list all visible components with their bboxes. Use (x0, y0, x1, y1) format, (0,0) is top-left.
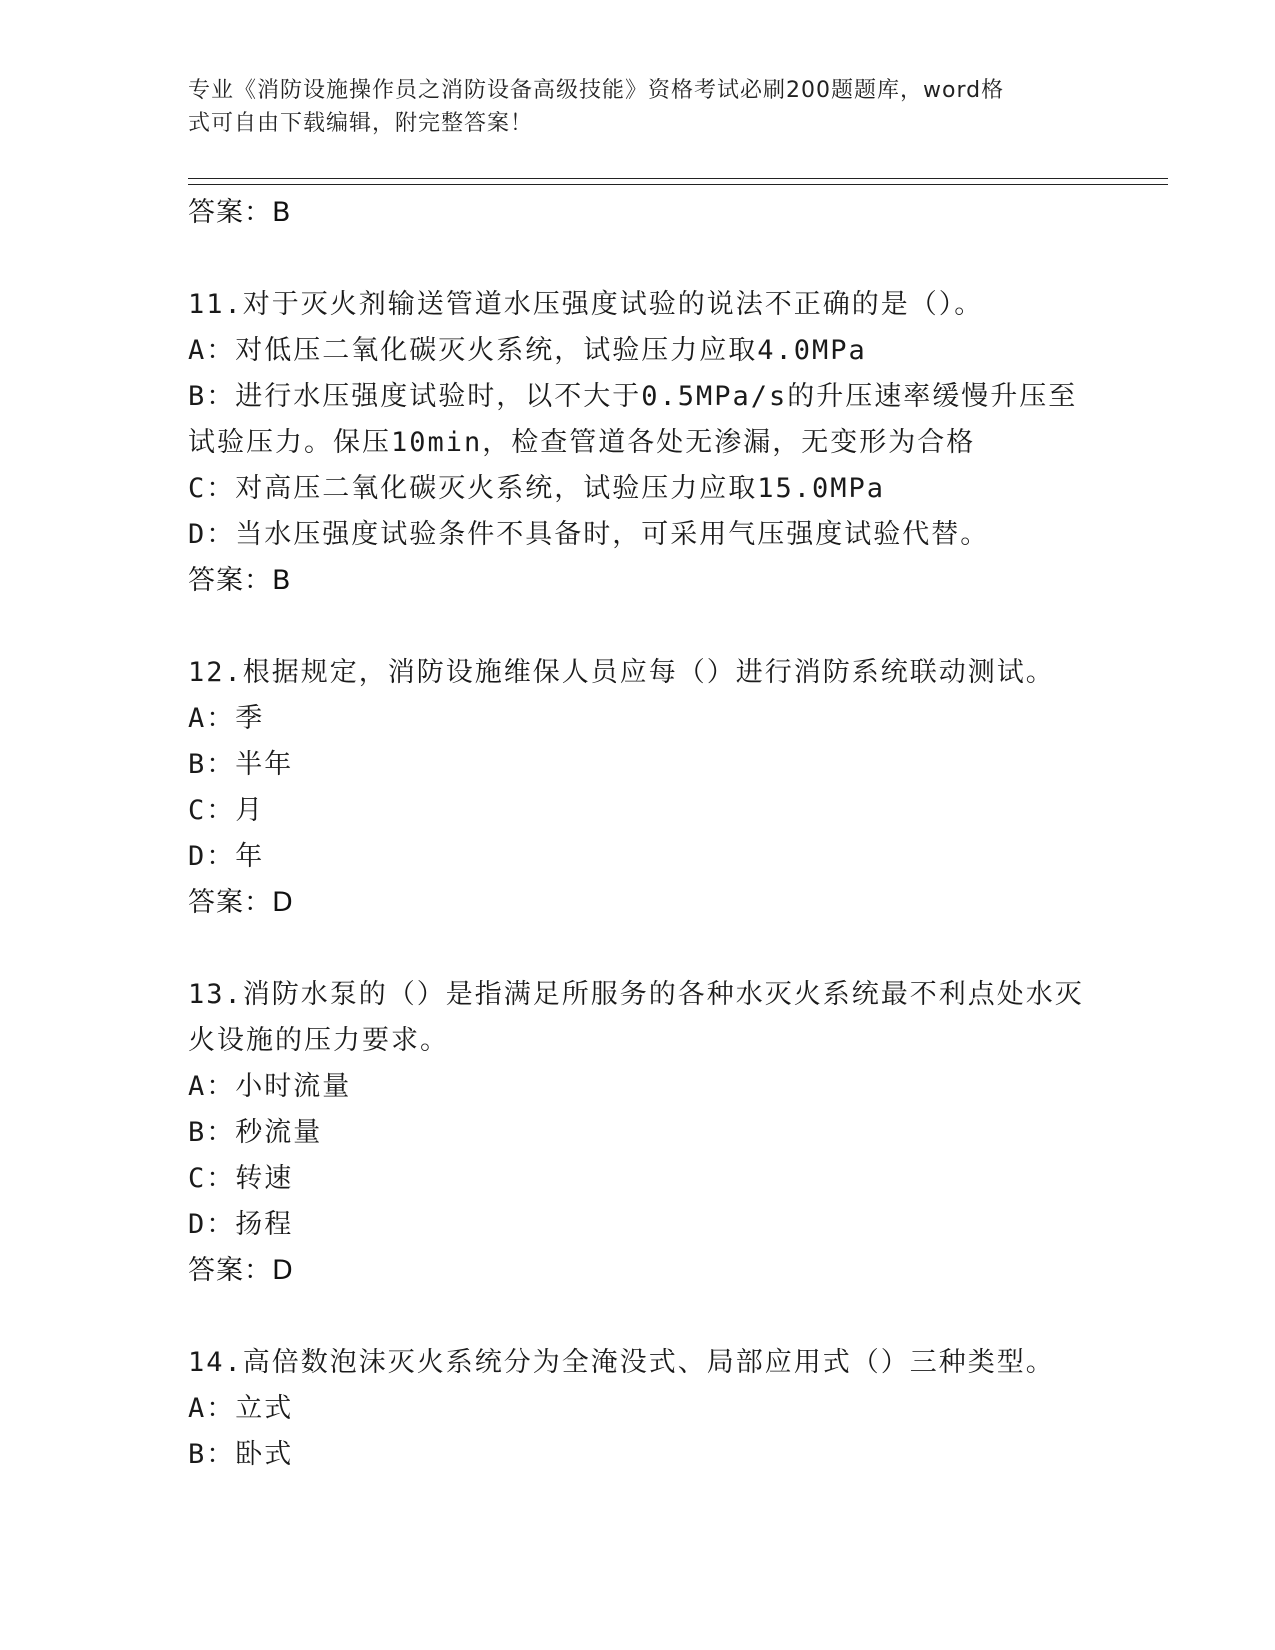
header-rule-bottom (188, 184, 1168, 185)
option-a: A：季 (188, 703, 265, 734)
answer: 答案：D (188, 887, 294, 918)
option-b: B：半年 (188, 749, 294, 780)
option-d: D：当水压强度试验条件不具备时，可采用气压强度试验代替。 (188, 519, 990, 550)
spacer (188, 236, 1188, 282)
question-title-line-1: 13.消防水泵的（）是指满足所服务的各种水灭火系统最不利点处水灭 (188, 979, 1084, 1010)
question-11 (188, 282, 1188, 604)
answer: 答案：D (188, 1255, 294, 1286)
question-title: 12.根据规定，消防设施维保人员应每（）进行消防系统联动测试。 (188, 657, 1055, 688)
option-d: D：年 (188, 841, 265, 872)
header-line-1: 专业《消防设施操作员之消防设备高级技能》资格考试必刷200题题库，word格 (188, 78, 1005, 103)
question-title: 11.对于灭火剂输送管道水压强度试验的说法不正确的是（）。 (188, 289, 984, 320)
answer: 答案：B (188, 565, 292, 596)
header-line-2: 式可自由下载编辑，附完整答案！ (188, 111, 534, 136)
option-a: A：对低压二氧化碳灭火系统，试验压力应取4.0MPa (188, 335, 867, 366)
question-title-line-2: 火设施的压力要求。 (188, 1025, 449, 1056)
spacer (188, 926, 1188, 972)
option-b-line-1: B：进行水压强度试验时，以不大于0.5MPa/s的升压速率缓慢升压至 (188, 381, 1078, 412)
option-c: C：对高压二氧化碳灭火系统，试验压力应取15.0MPa (188, 473, 886, 504)
document-header (188, 74, 1088, 140)
option-c: C：转速 (188, 1163, 294, 1194)
option-b-line-2: 试验压力。保压10min，检查管道各处无渗漏，无变形为合格 (188, 427, 976, 458)
question-title: 14.高倍数泡沫灭火系统分为全淹没式、局部应用式（）三种类型。 (188, 1347, 1055, 1378)
question-14 (188, 1340, 1188, 1478)
spacer (188, 604, 1188, 650)
option-a: A：立式 (188, 1393, 294, 1424)
header-rule-top (188, 178, 1168, 179)
option-b: B：卧式 (188, 1439, 294, 1470)
question-12 (188, 650, 1188, 926)
option-a: A：小时流量 (188, 1071, 352, 1102)
option-c: C：月 (188, 795, 265, 826)
question-13 (188, 972, 1188, 1294)
previous-answer: 答案：B (188, 197, 292, 228)
option-b: B：秒流量 (188, 1117, 323, 1148)
spacer (188, 1294, 1188, 1340)
question-content (188, 190, 1188, 1478)
option-d: D：扬程 (188, 1209, 294, 1240)
